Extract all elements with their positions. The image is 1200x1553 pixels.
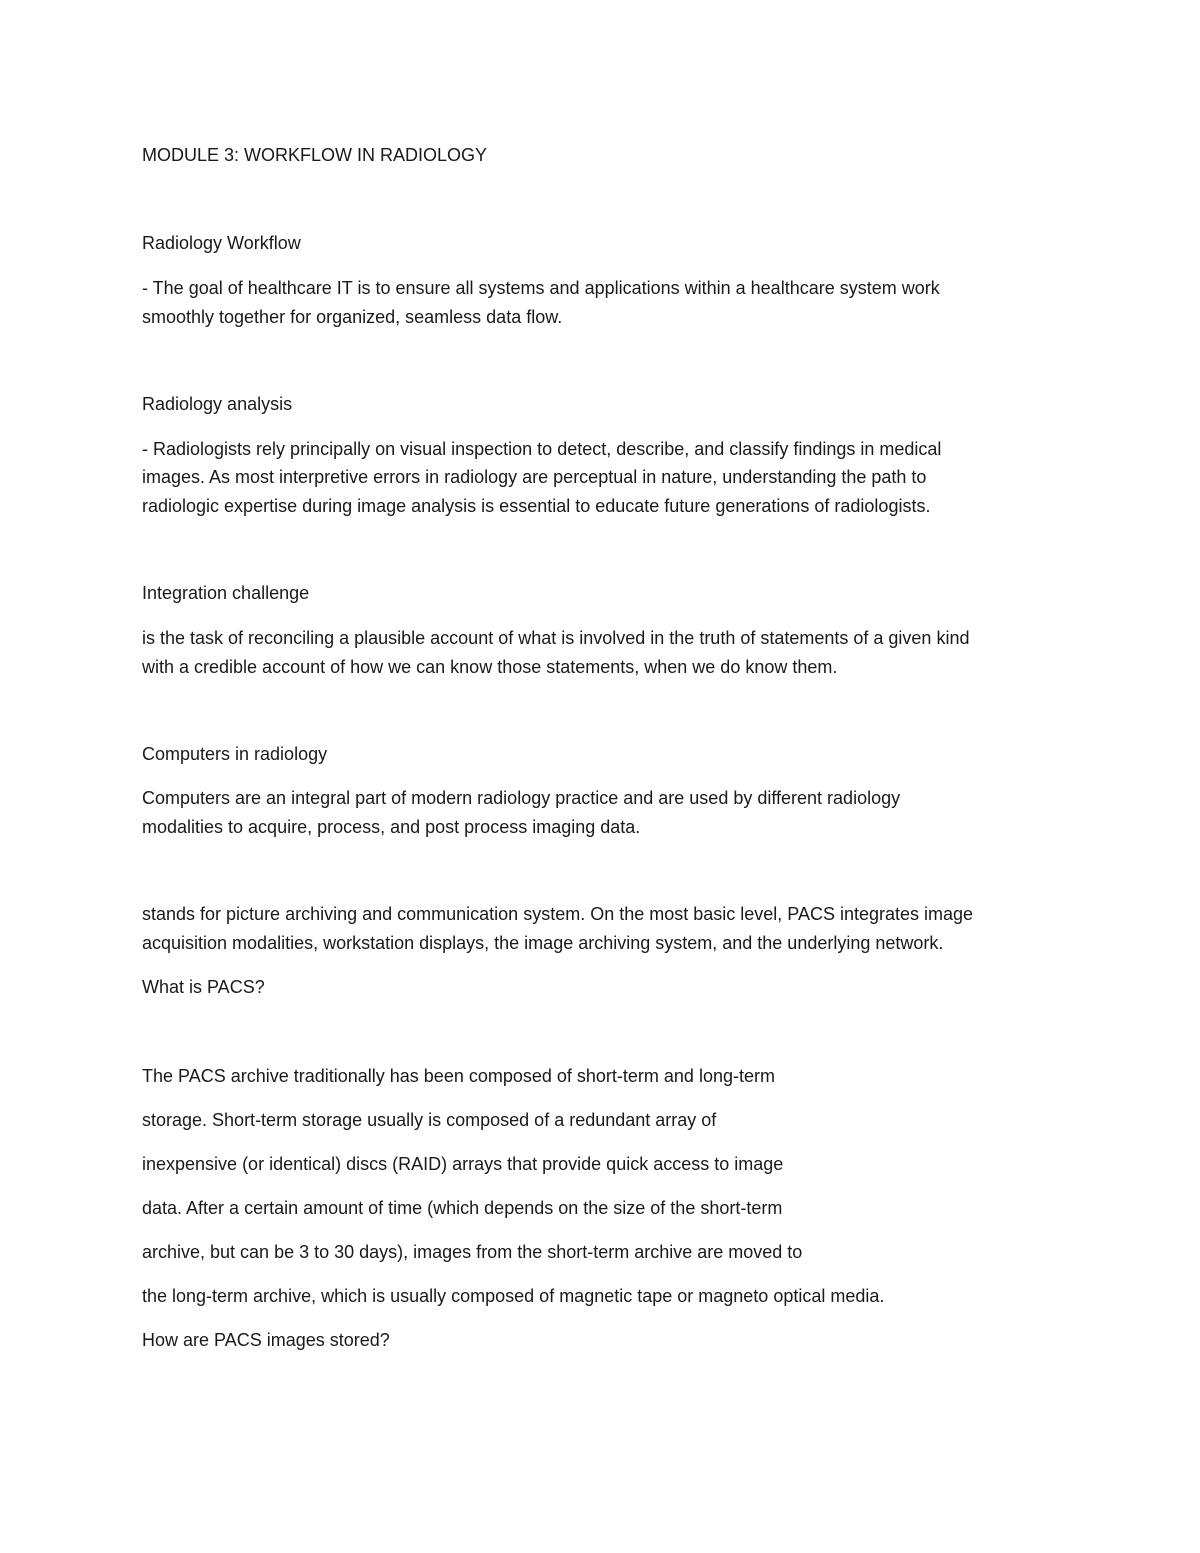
question-what-is-pacs: What is PACS? [142,977,265,997]
paragraph-line: acquisition modalities, workstation displays, the image archiving system, and the underlying network. [142,933,944,953]
section-heading-integration-challenge: Integration challenge [142,583,310,603]
section-heading-computers-in-radiology: Computers in radiology [142,744,328,764]
section-heading-radiology-analysis: Radiology analysis [142,394,293,414]
paragraph-line: inexpensive (or identical) discs (RAID) arrays that provide quick access to image [142,1154,784,1174]
paragraph-line: is the task of reconciling a plausible account of what is involved in the truth of statements of a given kind [142,628,970,648]
paragraph-line: smoothly together for organized, seamless data flow. [142,307,563,327]
question-how-are-pacs-images-stored: How are PACS images stored? [142,1330,390,1350]
paragraph-line: modalities to acquire, process, and post process imaging data. [142,817,641,837]
paragraph-line: - The goal of healthcare IT is to ensure all systems and applications within a healthcare system work [142,278,940,298]
paragraph-line: images. As most interpretive errors in radiology are perceptual in nature, understanding the path to [142,467,927,487]
paragraph-line: with a credible account of how we can know those statements, when we do know them. [142,657,838,677]
paragraph-line: stands for picture archiving and communication system. On the most basic level, PACS integrates image [142,904,974,924]
paragraph-line: radiologic expertise during image analysis is essential to educate future generations of radiologists. [142,496,931,516]
paragraph-line: - Radiologists rely principally on visual inspection to detect, describe, and classify findings in medical [142,439,942,459]
paragraph-line: storage. Short-term storage usually is composed of a redundant array of [142,1110,717,1130]
paragraph-line: archive, but can be 3 to 30 days), images from the short-term archive are moved to [142,1242,803,1262]
paragraph-line: data. After a certain amount of time (which depends on the size of the short-term [142,1198,783,1218]
document-title: MODULE 3: WORKFLOW IN RADIOLOGY [142,145,488,165]
paragraph-line: Computers are an integral part of modern radiology practice and are used by different radiology [142,788,901,808]
section-heading-radiology-workflow: Radiology Workflow [142,233,301,253]
paragraph-line: The PACS archive traditionally has been composed of short-term and long-term [142,1066,775,1086]
paragraph-line: the long-term archive, which is usually composed of magnetic tape or magneto optical media. [142,1286,885,1306]
